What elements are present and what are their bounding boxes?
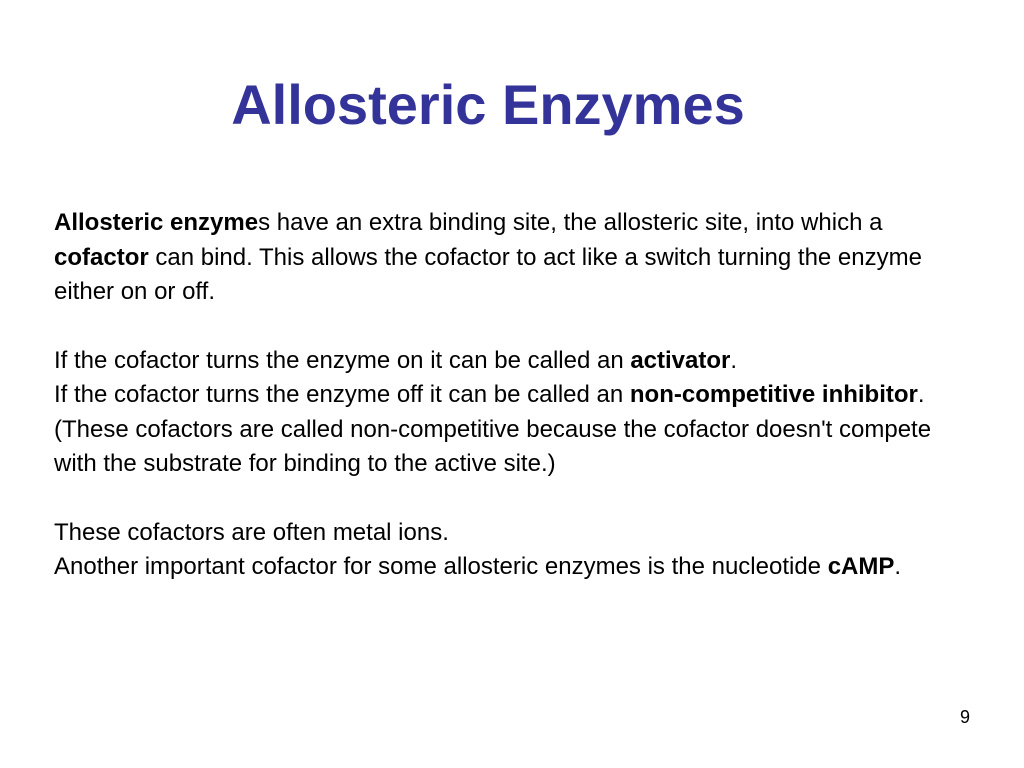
activator-end: .	[730, 346, 738, 374]
term-activator: activator	[630, 346, 731, 374]
paragraph-metal-ions: These cofactors are often metal ions.	[54, 518, 449, 546]
paragraph-gap	[54, 482, 974, 516]
activator-text: If the cofactor turns the enzyme on it can be called an	[54, 346, 631, 374]
term-allosteric-enzyme: Allosteric enzyme	[54, 209, 259, 236]
paragraph-inhibitor	[54, 378, 974, 482]
slide-body	[54, 206, 974, 585]
inhibitor-end: . (These cofactors are called non-competitive because the cofactor doesn't compete with the substrate for binding to the active site.)	[54, 381, 932, 477]
paragraph-camp	[54, 550, 974, 585]
inhibitor-text: If the cofactor turns the enzyme off it can be called an	[54, 381, 630, 408]
slide-title: Allosteric Enzymes	[231, 73, 745, 136]
camp-end: .	[894, 553, 902, 580]
paragraph-gap	[54, 310, 974, 344]
term-non-competitive-inhibitor: non-competitive inhibitor	[629, 381, 918, 408]
paragraph-activator	[54, 344, 974, 379]
term-cofactor: cofactor	[54, 243, 149, 271]
paragraph-allosteric-definition	[54, 206, 974, 310]
paragraph1-text: s have an extra binding site, the allosteric site, into which a	[258, 209, 883, 236]
camp-text: Another important cofactor for some allosteric enzymes is the nucleotide	[54, 553, 828, 580]
paragraph1-rest: can bind. This allows the cofactor to act like a switch turning the enzyme either on or off.	[54, 243, 922, 305]
term-camp: cAMP	[827, 553, 895, 580]
page-number: 9	[959, 707, 970, 727]
